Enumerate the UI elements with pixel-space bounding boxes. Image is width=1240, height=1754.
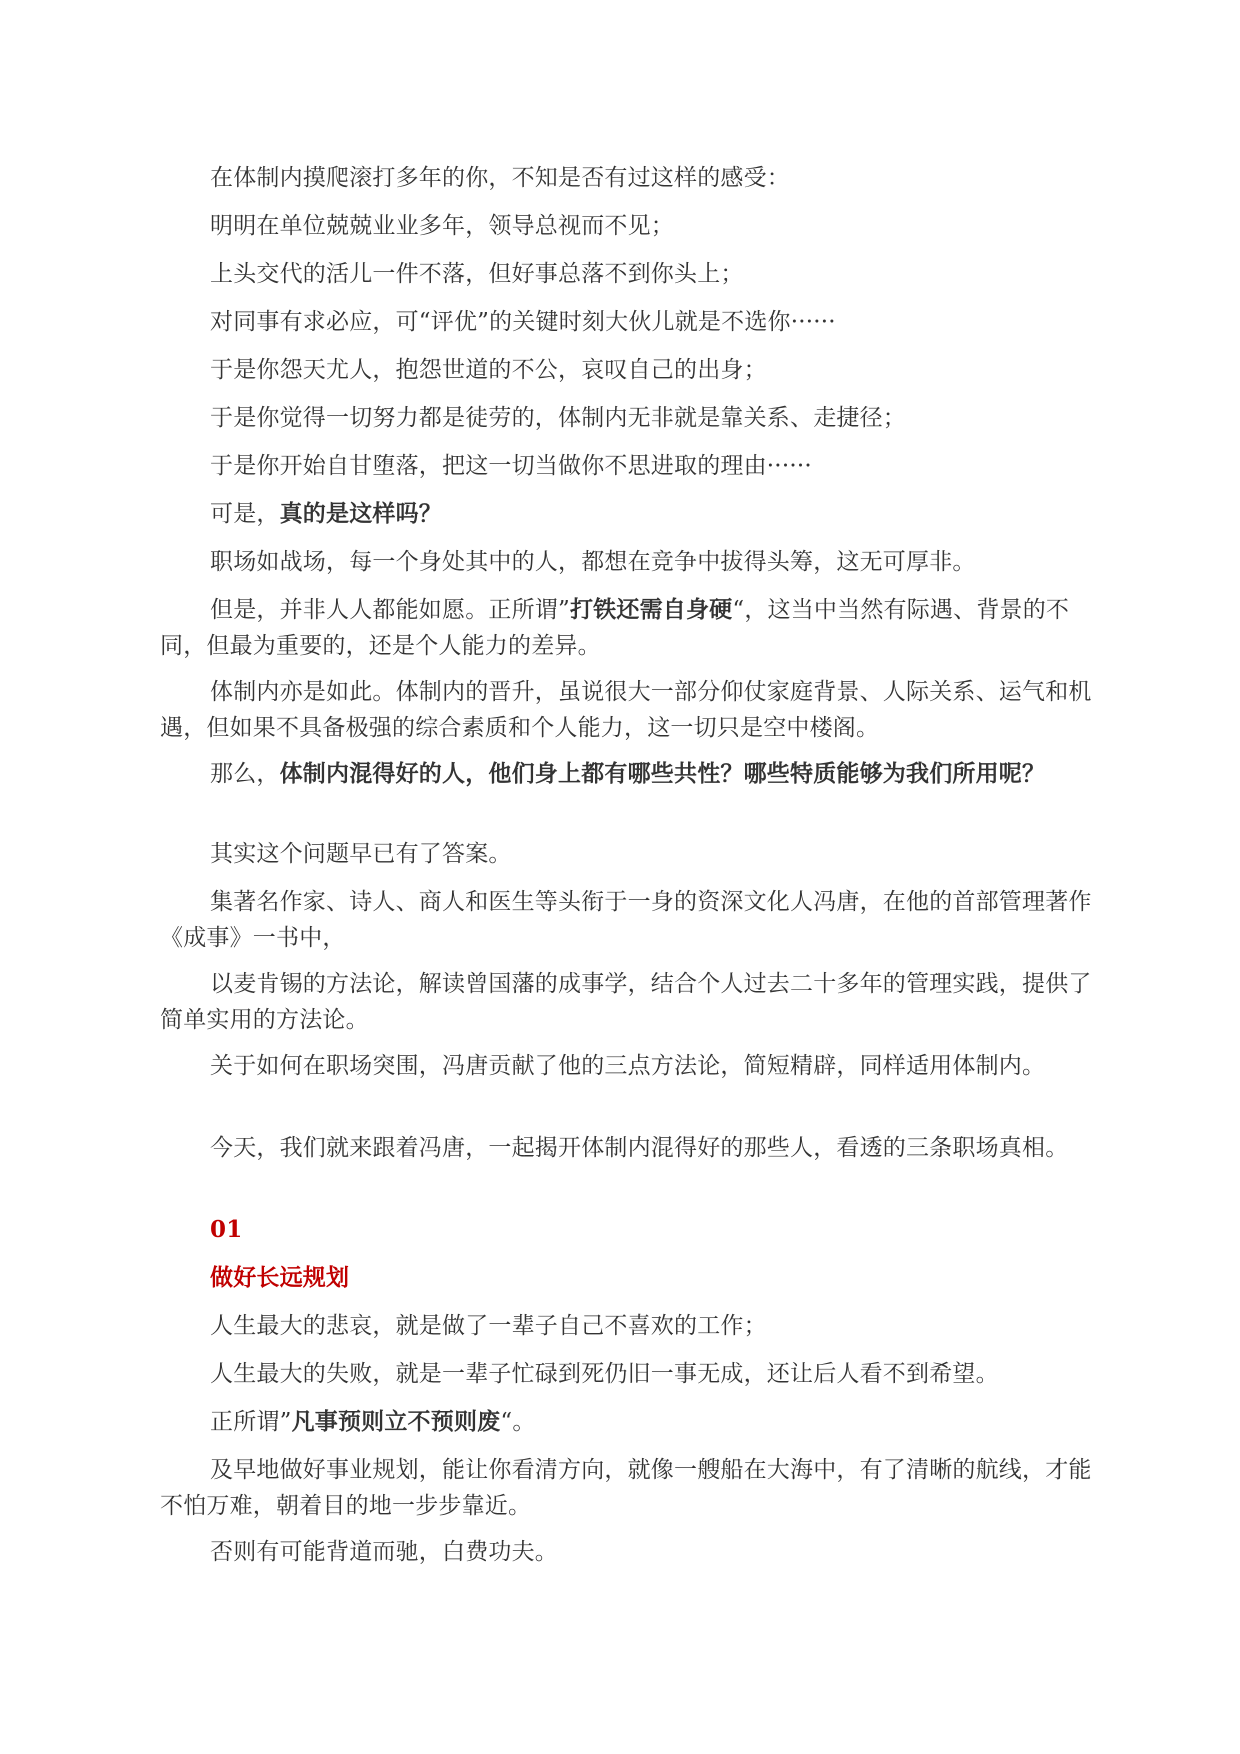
paragraph: 于是你开始自甘堕落，把这一切当做你不思进取的理由······ (210, 453, 812, 479)
bold-text: 凡事预则立不预则废 (291, 1408, 501, 1435)
bold-text: 真的是这样吗？ (279, 500, 443, 527)
paragraph: 职场如战场，每一个身处其中的人，都想在竞争中拔得头筹，这无可厚非。 (210, 549, 976, 575)
paragraph: 上头交代的活儿一件不落，但好事总落不到你头上； (210, 261, 744, 287)
paragraph-text: “。 (500, 1409, 536, 1435)
paragraph: 人生最大的悲哀，就是做了一辈子自己不喜欢的工作； (210, 1313, 767, 1339)
paragraph-text: 正所谓” (210, 1409, 292, 1435)
paragraph: 以麦肯锡的方法论，解读曾国藩的成事学，结合个人过去二十多年的管理实践，提供了简单实用的方法论。 (160, 971, 1092, 1033)
paragraph-text: 可是， (210, 501, 280, 527)
paragraph: 集著名作家、诗人、商人和医生等头衔于一身的资深文化人冯唐，在他的首部管理著作《成事》一书中， (160, 889, 1092, 951)
paragraph-text: “，这当中当然有际遇、背景的不同，但最为重要的，还是个人能力的差异。 (160, 597, 1070, 659)
paragraph: 及早地做好事业规划，能让你看清方向，就像一艘船在大海中，有了清晰的航线，才能不怕万难，朝着目的地一步步靠近。 (160, 1457, 1092, 1519)
bold-text: 体制内混得好的人，他们身上都有哪些共性？哪些特质能够为我们所用呢？ (279, 760, 1046, 787)
paragraph: 否则有可能背道而驰，白费功夫。 (210, 1539, 558, 1565)
paragraph: 于是你觉得一切努力都是徒劳的，体制内无非就是靠关系、走捷径； (210, 405, 906, 431)
paragraph: 其实这个问题早已有了答案。 (210, 841, 512, 867)
paragraph-quote (160, 592, 1110, 664)
paragraph: 在体制内摸爬滚打多年的你，不知是否有过这样的感受： (210, 165, 790, 191)
section-title: 做好长远规划 (210, 1264, 350, 1291)
paragraph: 对同事有求必应，可“评优”的关键时刻大伙儿就是不选你······ (210, 309, 836, 335)
section-number: 01 (210, 1216, 243, 1243)
paragraph: 人生最大的失败，就是一辈子忙碌到死仍旧一事无成，还让后人看不到希望。 (210, 1361, 999, 1387)
paragraph-quote (160, 1404, 1110, 1440)
paragraph: 关于如何在职场突围，冯唐贡献了他的三点方法论，简短精辟，同样适用体制内。 (210, 1053, 1046, 1079)
paragraph-text: 但是，并非人人都能如愿。正所谓” (210, 597, 570, 623)
paragraph: 于是你怨天尤人，抱怨世道的不公，哀叹自己的出身； (210, 357, 767, 383)
bold-text: 打铁还需自身硬 (569, 596, 733, 623)
paragraph: 明明在单位兢兢业业多年，领导总视而不见； (210, 213, 674, 239)
paragraph-key-question (160, 756, 1110, 792)
paragraph-text: 那么， (210, 761, 280, 787)
paragraph: 今天，我们就来跟着冯唐，一起揭开体制内混得好的那些人，看透的三条职场真相。 (210, 1135, 1069, 1161)
paragraph: 体制内亦是如此。体制内的晋升，虽说很大一部分仰仗家庭背景、人际关系、运气和机遇，但如果不具备极强的综合素质和个人能力，这一切只是空中楼阁。 (160, 679, 1092, 741)
paragraph-question (160, 496, 1110, 532)
